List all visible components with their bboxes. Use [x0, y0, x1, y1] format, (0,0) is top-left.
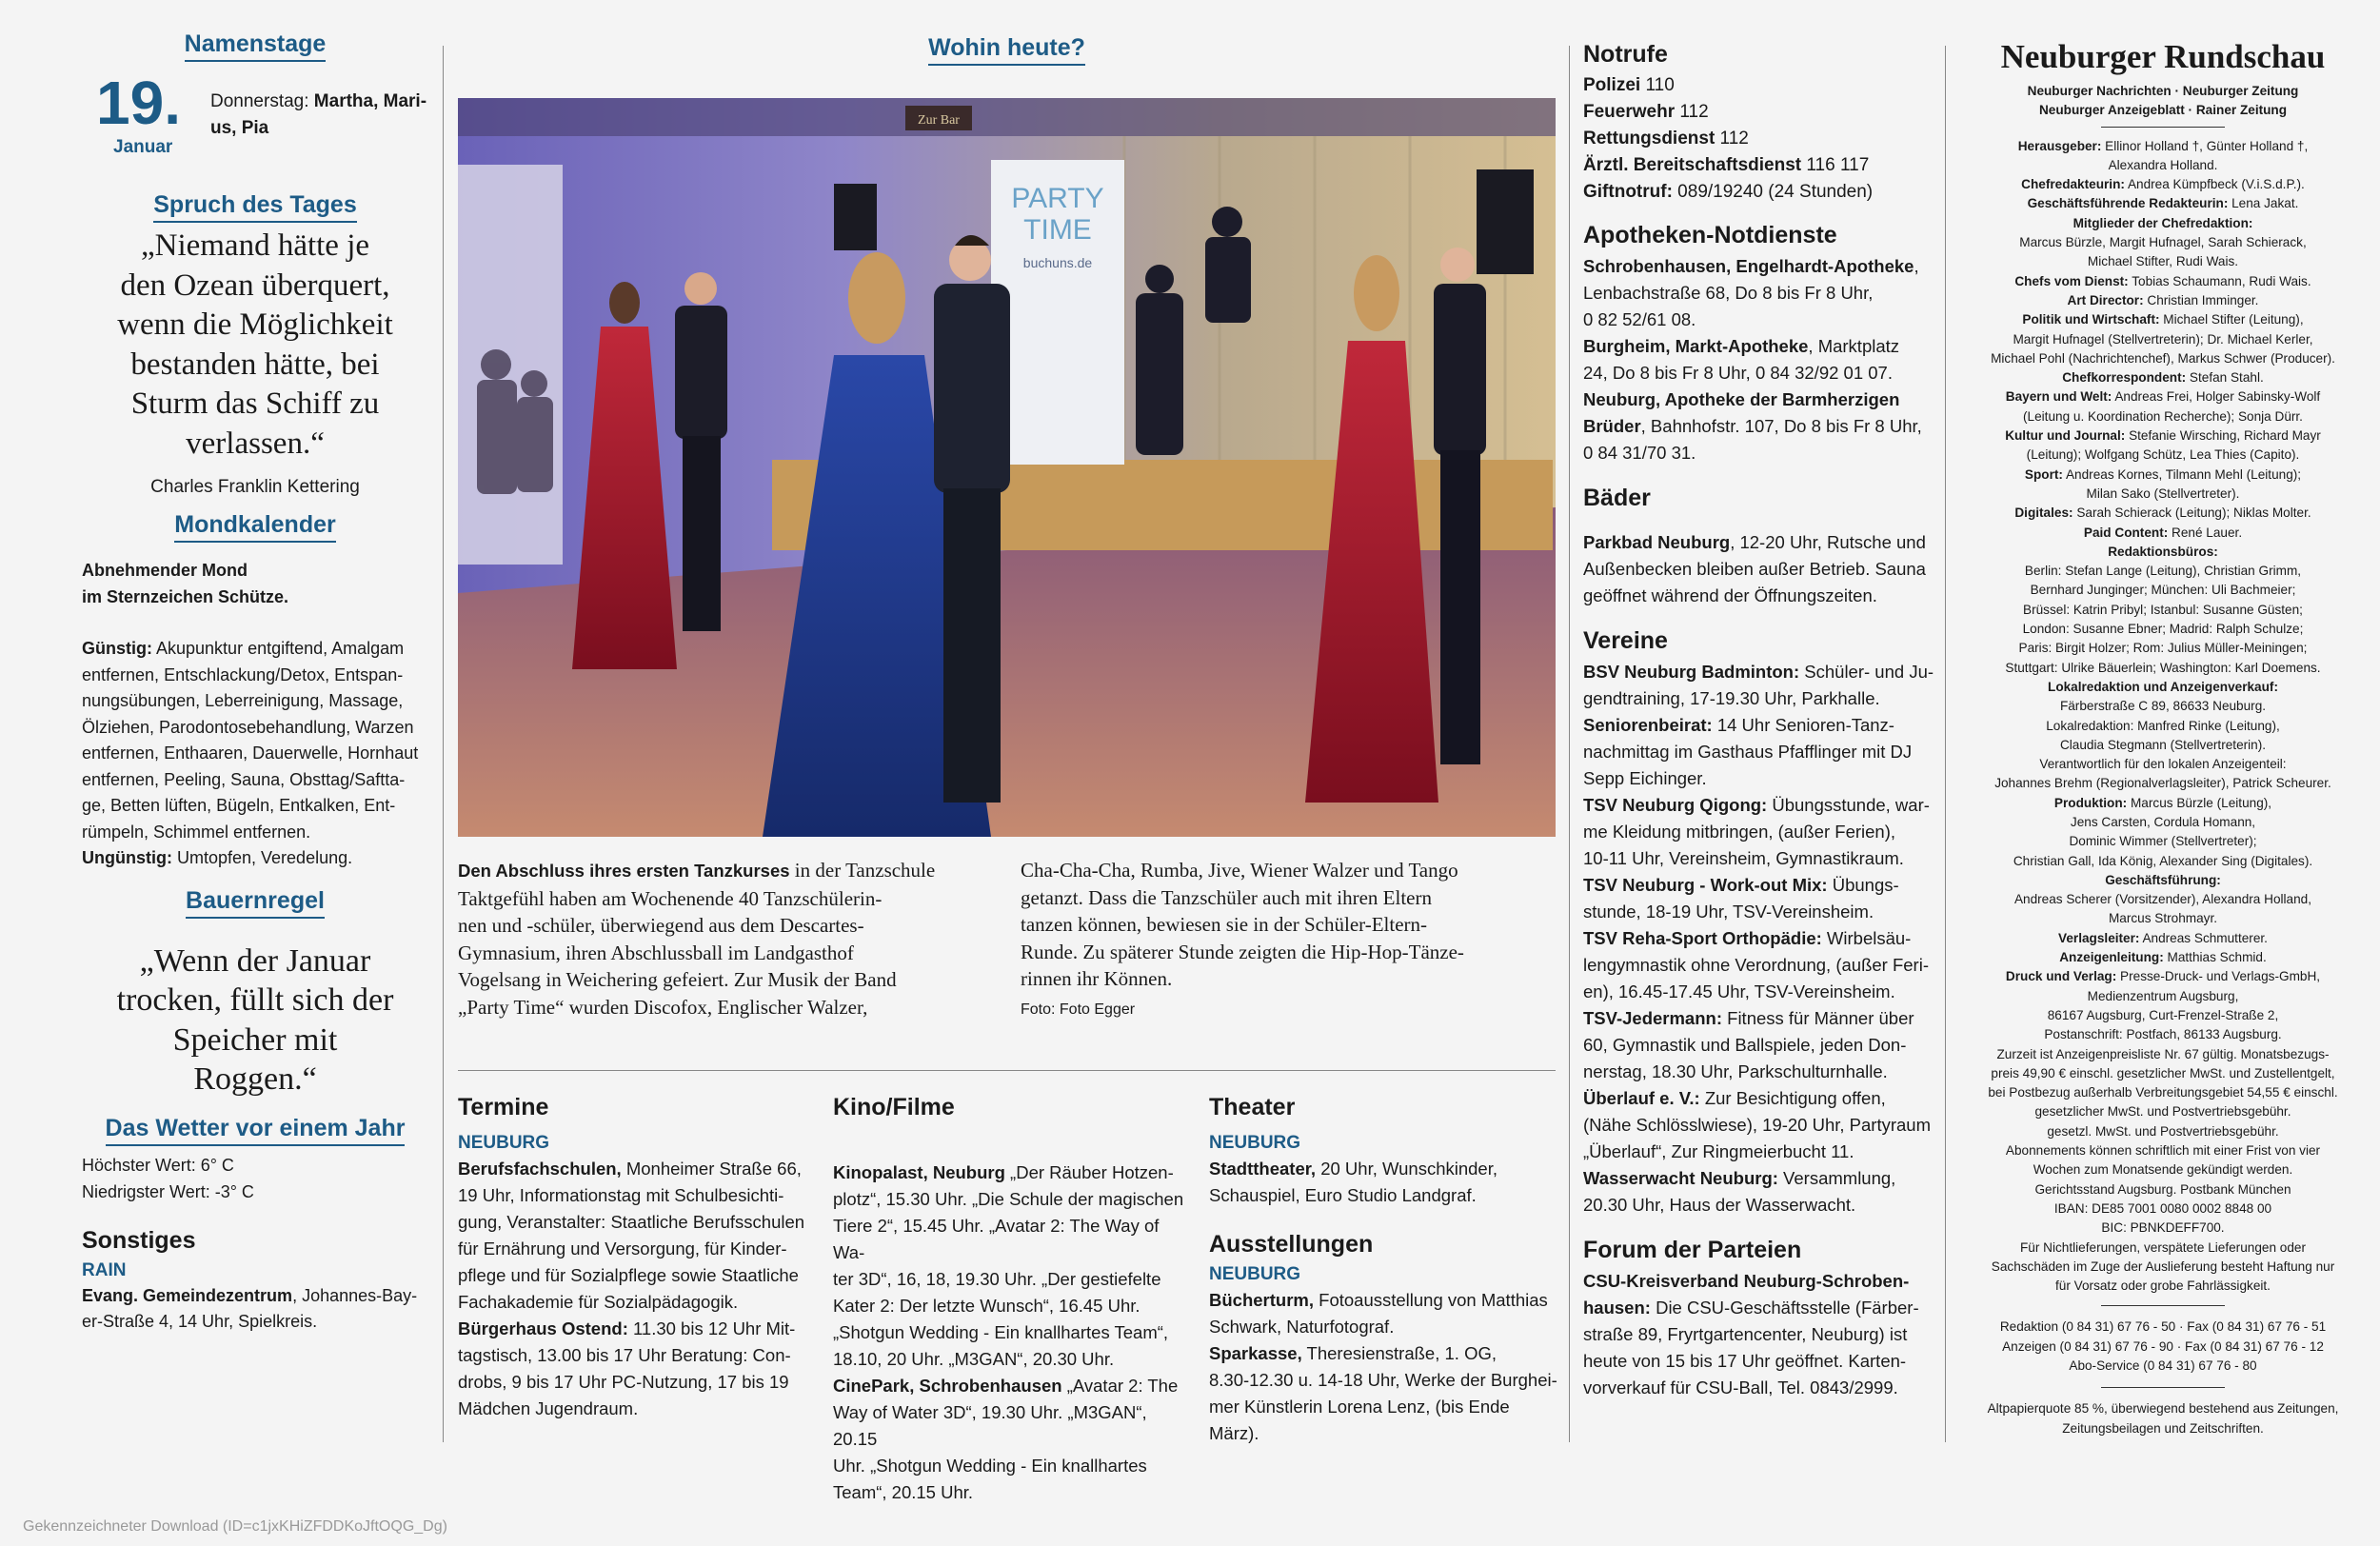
wetter-heading: Das Wetter vor einem Jahr [82, 1115, 428, 1142]
text-line: Milan Sako (Stellvertreter). [2086, 486, 2240, 501]
text-line: für Vorsatz oder grobe Fahrlässigkeit. [2055, 1278, 2271, 1294]
text-line: (Leitung u. Koordination Recherche); Sonja Dürr. [2023, 408, 2303, 424]
text-line: TSV Neuburg Qigong: Übungsstunde, war- [1583, 795, 1930, 815]
impressum-contacts: Redaktion (0 84 31) 67 76 - 50 · Fax (0 84 31) 67 76 - 51 Anzeigen (0 84 31) 67 76 - 90 · Fax (0 84 31) 67 76 - 12 Abo-Service (0 84 31) 67 76 - 80 [1999, 1319, 2327, 1373]
forum-heading: Forum der Parteien [1583, 1237, 1802, 1263]
text-line: en), 16.45-17.45 Uhr, TSV-Vereinsheim. [1583, 981, 1895, 1001]
text-line: (Leitung); Wolfgang Schütz, Lea Thies (Capito). [2026, 447, 2300, 463]
spruch-author: Charles Franklin Kettering [150, 477, 360, 497]
text-line: Brüder, Bahnhofstr. 107, Do 8 bis Fr 8 Uhr, [1583, 416, 1922, 436]
text-line: Brüssel: Katrin Pribyl; Istanbul: Susanne Güsten; [2023, 602, 2303, 617]
text-line: gendtraining, 17-19.30 Uhr, Parkhalle. [1583, 688, 1880, 708]
impressum-divider [2101, 1387, 2225, 1388]
namenstage-heading: Namenstage [82, 30, 428, 58]
text-line: Uhr. „Shotgun Wedding - Ein knallhartes [833, 1456, 1147, 1476]
impressum-footer: Altpapierquote 85 %, überwiegend bestehend aus Zeitungen, Zeitungsbeilagen und Zeitschriften. [1987, 1401, 2339, 1436]
text-line: Sepp Eichinger. [1583, 768, 1707, 788]
text-line: Bernhard Junginger; München: Uli Bachmeier; [2030, 583, 2296, 598]
text-line: heute von 15 bis 17 Uhr geöffnet. Karten- [1583, 1351, 1907, 1371]
ausstellungen-place: NEUBURG [1209, 1264, 1301, 1284]
service-column [1583, 40, 1937, 1401]
impressum-lines [1957, 137, 2369, 1297]
spruch-heading: Spruch des Tages [82, 191, 428, 219]
text-line: „Überlauf“, Zur Ringmeierbucht 11. [1583, 1141, 1854, 1161]
text-line: 18.10, 20 Uhr. „M3GAN“, 20.30 Uhr. [833, 1349, 1115, 1369]
text-line: London: Susanne Ebner; Madrid: Ralph Schulze; [2022, 622, 2304, 637]
mond-text: Abnehmender Mond im Sternzeichen Schütze. Günstig: Akupunktur entgiftend, Amalgam entfernen, Entschlackung/Detox, Entspan- nungsübungen, Leberreinigung, Massage, Ölziehen, Parodontosebehandlung, Warzen entfernen, Enthaaren, Dauerwelle, Hornhaut entfernen, Peeling, Sauna, Obsttag/Saftta- ge, Betten lüften, Bügeln, Entkalken, Ent- rümpeln, Schimmel entfernen. Ungünstig: Umtopfen, Veredelung. [82, 561, 419, 867]
impressum-divider [2101, 127, 2225, 128]
text-line: Medienzentrum Augsburg, [2087, 988, 2239, 1003]
text-line: Team“, 20.15 Uhr. [833, 1482, 974, 1502]
text-line: Dominic Wimmer (Stellvertreter); [2069, 834, 2257, 849]
apotheken-lines [1583, 253, 1937, 466]
text-line: Andreas Scherer (Vorsitzender), Alexandra Holland, [2013, 892, 2312, 907]
theater-lines [1209, 1156, 1563, 1209]
text-line: Marcus Bürzle, Margit Hufnagel, Sarah Schierack, [2019, 235, 2307, 250]
text-line: pflege und für Sozialpflege sowie Staatliche [458, 1265, 799, 1285]
text-line: nachmittag im Gasthaus Pfafflinger mit DJ [1583, 742, 1913, 762]
text-line: Sport: Andreas Kornes, Tilmann Mehl (Leitung); [2024, 466, 2302, 482]
text-line: Schwark, Naturfotograf. [1209, 1317, 1395, 1337]
text-line: Stuttgart: Ulrike Bäuerlein; Washington: Karl Doemens. [2005, 660, 2321, 675]
text-line: Art Director: Christian Imminger. [2067, 292, 2259, 307]
ausstellungen-lines [1209, 1287, 1563, 1447]
text-line: Feuerwehr 112 [1583, 102, 1709, 122]
baeder-lines [1583, 529, 1937, 609]
text-line: lengymnastik ohne Verordnung, (außer Feri- [1583, 955, 1929, 975]
text-line: Abonnements können schriftlich mit einer Frist von vier [2005, 1143, 2321, 1159]
text-line: Rettungsdienst 112 [1583, 129, 1749, 149]
text-line: hausen: Die CSU-Geschäftsstelle (Färber- [1583, 1298, 1919, 1318]
ausstellungen-heading: Ausstellungen [1209, 1231, 1374, 1258]
masthead: Neuburger Rundschau [2000, 38, 2326, 75]
text-line: Fachakademie für Sozialpädagogik. [458, 1292, 739, 1312]
wetter-text: Höchster Wert: 6° C Niedrigster Wert: -3° C [82, 1155, 254, 1201]
text-line: Tiere 2“, 15.45 Uhr. „Avatar 2: The Way of Wa- [833, 1216, 1160, 1262]
text-line: Anzeigenleitung: Matthias Schmid. [2059, 950, 2267, 965]
text-line: Schauspiel, Euro Studio Landgraf. [1209, 1185, 1477, 1205]
text-line: TSV Reha-Sport Orthopädie: Wirbelsäu- [1583, 928, 1912, 948]
kino-lines [833, 1160, 1187, 1506]
bauernregel-heading: Bauernregel [82, 887, 428, 915]
text-line: Berlin: Stefan Lange (Leitung), Christian Grimm, [2024, 564, 2302, 579]
notrufe-heading: Notrufe [1583, 41, 1668, 68]
text-line: Bürgerhaus Ostend: 11.30 bis 12 Uhr Mit- [458, 1318, 796, 1338]
text-line: Redaktionsbüros: [2108, 544, 2218, 559]
text-line: Way of Water 3D“, 19.30 Uhr. „M3GAN“, 20.15 [833, 1402, 1147, 1449]
text-line: BIC: PBNKDEFF700. [2101, 1220, 2225, 1236]
text-line: Margit Hufnagel (Stellvertreterin); Dr. Michael Kerler, [2013, 331, 2313, 347]
text-line: Marcus Strohmayr. [2108, 911, 2218, 926]
kino-heading: Kino/Filme [833, 1094, 955, 1120]
text-line: 10-11 Uhr, Vereinsheim, Gymnastikraum. [1583, 848, 1904, 868]
date-month: Januar [113, 137, 173, 157]
spruch-quote: „Niemand hätte je den Ozean überquert, wenn die Möglichkeit bestanden hätte, bei Sturm das Schiff zu verlassen.“ [117, 228, 393, 461]
text-line: Kultur und Journal: Stefanie Wirsching, Richard Mayr [2005, 428, 2321, 444]
text-line: TSV Neuburg - Work-out Mix: Übungs- [1583, 875, 1899, 895]
text-line: Chefs vom Dienst: Tobias Schaumann, Rudi Wais. [2014, 273, 2311, 288]
text-line: Wasserwacht Neuburg: Versammlung, [1583, 1168, 1896, 1188]
text-line: Mädchen Jugendraum. [458, 1398, 639, 1418]
text-line: bei Postbezug außerhalb Verbreitungsgebiet 54,55 € einschl. [1988, 1085, 2338, 1100]
photo-speaker [834, 184, 877, 250]
text-line: Druck und Verlag: Presse-Druck- und Verlags-GmbH, [2005, 969, 2321, 984]
sonstiges-text: RAIN Evang. Gemeindezentrum, Johannes-Bay- er-Straße 4, 14 Uhr, Spielkreis. [82, 1259, 418, 1331]
text-line: Parkbad Neuburg, 12-20 Uhr, Rutsche und [1583, 532, 1926, 552]
text-line: 20.30 Uhr, Haus der Wasserwacht. [1583, 1195, 1856, 1215]
text-line: Verantwortlich für den lokalen Anzeigenteil: [2039, 757, 2287, 772]
text-line: Michael Stifter, Rudi Wais. [2087, 254, 2239, 269]
date-day: 19. [96, 69, 181, 137]
text-line: Kinopalast, Neuburg „Der Räuber Hotzen- [833, 1162, 1174, 1182]
text-line: Schrobenhausen, Engelhardt-Apotheke, [1583, 256, 1919, 276]
text-line: tagstisch, 13.00 bis 17 Uhr Beratung: Con- [458, 1345, 791, 1365]
text-line: Paris: Birgit Holzer; Rom: Julius Müller-Meiningen; [2018, 641, 2308, 656]
text-line: Verlagsleiter: Andreas Schmutterer. [2058, 930, 2268, 945]
bauernregel-quote: „Wenn der Januar trocken, füllt sich der Speicher mit Roggen.“ [116, 942, 394, 1097]
text-line: Johannes Brehm (Regionalverlagsleiter), Patrick Scheurer. [1994, 776, 2331, 791]
termine-lines [458, 1156, 812, 1422]
text-line: Geschäftsführung: [2105, 872, 2221, 887]
text-line: Sachschäden im Zuge der Auslieferung besteht Haftung nur [1991, 1259, 2335, 1274]
termine-heading: Termine [458, 1094, 549, 1120]
text-line: CSU-Kreisverband Neuburg-Schroben- [1583, 1271, 1910, 1291]
text-line: IBAN: DE85 7001 0080 0002 8848 00 [2053, 1200, 2272, 1216]
text-line: Lokalredaktion und Anzeigenverkauf: [2048, 679, 2278, 694]
text-line: 0 82 52/61 08. [1583, 309, 1696, 329]
text-line: Herausgeber: Ellinor Holland †, Günter Holland †, [2017, 138, 2309, 153]
text-line: geöffnet während der Öffnungszeiten. [1583, 585, 1877, 605]
text-line: drobs, 9 bis 17 Uhr PC-Nutzung, 17 bis 19 [458, 1372, 789, 1392]
text-line: Digitales: Sarah Schierack (Leitung); Niklas Molter. [2014, 505, 2311, 521]
text-line: BSV Neuburg Badminton: Schüler- und Ju- [1583, 662, 1934, 682]
column-divider [1569, 46, 1570, 1442]
text-line: gung, Veranstalter: Staatliche Berufsschulen [458, 1212, 805, 1232]
termine-place: NEUBURG [458, 1133, 550, 1153]
text-line: Kater 2: Der letzte Wunsch“, 16.45 Uhr. [833, 1296, 1140, 1316]
text-line: mer Künstlerin Lorena Lenz, (bis Ende März). [1209, 1397, 1510, 1443]
photo-caption-col2: Cha-Cha-Cha, Rumba, Jive, Wiener Walzer und Tango getanzt. Dass die Tanzschüler auch mit ihren Eltern tanzen können, bewiesen sie in der Schüler-Eltern- Runde. Zu späterer Stunde zeigten die Hip-Hop-Tänze- rinnen ihr Können. Foto: Foto Egger [1021, 857, 1556, 1023]
photo-speaker [1477, 169, 1534, 274]
text-line: Außenbecken bleiben außer Betrieb. Sauna [1583, 559, 1926, 579]
column-divider [1945, 46, 1946, 1442]
text-line: Wochen zum Monatsende gekündigt werden. [2033, 1162, 2293, 1178]
left-column [82, 30, 428, 1335]
text-line: Gerichtsstand Augsburg. Postbank München [2034, 1181, 2291, 1197]
theater-section [1209, 1093, 1563, 1447]
text-line: Chefredakteurin: Andrea Kümpfbeck (V.i.S.d.P.). [2021, 177, 2305, 192]
text-line: Claudia Stegmann (Stellvertreterin). [2059, 737, 2267, 752]
text-line: Jens Carsten, Cordula Homann, [2070, 814, 2256, 829]
text-line: 24, Do 8 bis Fr 8 Uhr, 0 84 32/92 01 07. [1583, 363, 1893, 383]
text-line: preis 49,90 € einschl. gesetzlicher MwSt. und Zustellentgelt, [1991, 1065, 2335, 1080]
text-line: Sparkasse, Theresienstraße, 1. OG, [1209, 1343, 1497, 1363]
text-line: Burgheim, Markt-Apotheke, Marktplatz [1583, 336, 1900, 356]
text-line: CinePark, Schrobenhausen „Avatar 2: The [833, 1376, 1179, 1396]
text-line: Chefkorrespondent: Stefan Stahl. [2062, 370, 2264, 386]
text-line: Überlauf e. V.: Zur Besichtigung offen, [1583, 1088, 1886, 1108]
photo-caption-col1: Den Abschluss ihres ersten Tanzkurses in der Tanzschule Taktgefühl haben am Wochenende 40 Tanzschülerin- nen und -schüler, überwiegend aus dem Descartes- Gymnasium, ihren Abschlussball im Landgasthof Vogelsang in Weichering gefeiert. Zur Musik der Band „Party Time“ wurden Discofox, Englischer Walzer, [458, 859, 936, 1019]
text-line: 60, Gymnastik und Ballspiele, jeden Don- [1583, 1035, 1907, 1055]
text-line: Neuburg, Apotheke der Barmherzigen [1583, 389, 1900, 409]
text-line: für Ernährung und Versorgung, für Kinder- [458, 1239, 787, 1259]
vereine-heading: Vereine [1583, 627, 1668, 654]
text-line: Bücherturm, Fotoausstellung von Matthias [1209, 1290, 1548, 1310]
sonstiges-heading: Sonstiges [82, 1226, 196, 1254]
vereine-lines [1583, 659, 1937, 1219]
text-line: Zurzeit ist Anzeigenpreisliste Nr. 67 gültig. Monatsbezugs- [1996, 1046, 2330, 1061]
masthead-subtitle: Neuburger Nachrichten · Neuburger Zeitung Neuburger Anzeigeblatt · Rainer Zeitung [2027, 84, 2299, 118]
text-line: 86167 Augsburg, Curt-Frenzel-Straße 2, [2047, 1007, 2279, 1022]
text-line: Lenbachstraße 68, Do 8 bis Fr 8 Uhr, [1583, 283, 1874, 303]
text-line: (Nähe Schlösslwiese), 19-20 Uhr, Partyraum [1583, 1115, 1932, 1135]
apotheken-heading: Apotheken-Notdienste [1583, 222, 1837, 248]
photo-banner-url: buchuns.de [1022, 255, 1093, 270]
dance-photo [458, 98, 1556, 837]
text-line: Michael Pohl (Nachrichtenchef), Markus Schwer (Producer). [1991, 350, 2335, 366]
termine-section [458, 1093, 812, 1422]
section-divider [458, 1070, 1556, 1071]
text-line: Geschäftsführende Redakteurin: Lena Jakat. [2027, 196, 2299, 211]
wohin-heute-heading: Wohin heute? [458, 34, 1556, 62]
text-line: Paid Content: René Lauer. [2083, 525, 2243, 540]
text-line: Lokalredaktion: Manfred Rinke (Leitung), [2046, 718, 2280, 733]
text-line: 0 84 31/70 31. [1583, 443, 1696, 463]
text-line: nerstag, 18.30 Uhr, Parkschulturnhalle. [1583, 1061, 1888, 1081]
text-line: Bayern und Welt: Andreas Frei, Holger Sabinsky-Wolf [2005, 389, 2321, 405]
text-line: TSV-Jedermann: Fitness für Männer über [1583, 1008, 1914, 1028]
kino-section [833, 1093, 1187, 1506]
text-line: Polizei 110 [1583, 75, 1675, 95]
text-line: Mitglieder der Chefredaktion: [2073, 215, 2253, 230]
text-line: vorverkauf für CSU-Ball, Tel. 0843/2999. [1583, 1378, 1898, 1397]
text-line: Alexandra Holland. [2108, 157, 2218, 172]
photo-credit: Foto: Foto Egger [1021, 1001, 1136, 1018]
baeder-heading: Bäder [1583, 485, 1651, 511]
namenstage-block [82, 69, 428, 168]
text-line: Für Nichtlieferungen, verspätete Lieferungen oder [2020, 1239, 2306, 1255]
text-line: straße 89, Fryrtgartencenter, Neuburg) ist [1583, 1324, 1908, 1344]
photo-banner-line1: PARTY [1011, 183, 1104, 214]
theater-place: NEUBURG [1209, 1133, 1301, 1153]
text-line: „Shotgun Wedding - Ein knallhartes Team“, [833, 1322, 1169, 1342]
text-line: plotz“, 15.30 Uhr. „Die Schule der magischen [833, 1189, 1184, 1209]
column-divider [443, 46, 444, 1442]
text-line: 8.30-12.30 u. 14-18 Uhr, Werke der Burghei- [1209, 1370, 1557, 1390]
forum-lines [1583, 1268, 1937, 1401]
theater-heading: Theater [1209, 1094, 1296, 1120]
text-line: Christian Gall, Ida König, Alexander Sing (Digitales). [2013, 853, 2313, 868]
photo-bar-sign-text: Zur Bar [918, 113, 960, 128]
text-line: ter 3D“, 16, 18, 19.30 Uhr. „Der gestiefelte [833, 1269, 1161, 1289]
text-line: Politik und Wirtschaft: Michael Stifter (Leitung), [2022, 312, 2304, 327]
text-line: gesetzlicher MwSt. und Postvertriebsgebühr. [2034, 1104, 2291, 1120]
mond-heading: Mondkalender [82, 511, 428, 539]
text-line: Seniorenbeirat: 14 Uhr Senioren-Tanz- [1583, 715, 1894, 735]
text-line: Postanschrift: Postfach, 86133 Augsburg. [2044, 1027, 2282, 1042]
text-line: Berufsfachschulen, Monheimer Straße 66, [458, 1159, 802, 1179]
photo-banner-line2: TIME [1023, 214, 1092, 246]
text-line: Produktion: Marcus Bürzle (Leitung), [2053, 795, 2272, 810]
text-line: me Kleidung mitbringen, (außer Ferien), [1583, 822, 1896, 842]
impressum-column [1957, 34, 2369, 1438]
text-line: Stadttheater, 20 Uhr, Wunschkinder, [1209, 1159, 1497, 1179]
download-watermark: Gekennzeichneter Download (ID=c1jxKHiZFDDKoJftOQG_Dg) [23, 1518, 447, 1535]
text-line: Färberstraße C 89, 86633 Neuburg. [2059, 699, 2267, 714]
names-of-day: Donnerstag: Martha, Mari- us, Pia [210, 91, 427, 138]
impressum-divider [2101, 1305, 2225, 1306]
text-line: Ärztl. Bereitschaftsdienst 116 117 [1583, 155, 1870, 175]
text-line: gesetzl. MwSt. und Postvertriebsgebühr. [2047, 1123, 2279, 1139]
text-line: stunde, 18-19 Uhr, TSV-Vereinsheim. [1583, 902, 1874, 922]
text-line: 19 Uhr, Informationstag mit Schulbesichti- [458, 1185, 784, 1205]
text-line: Giftnotruf: 089/19240 (24 Stunden) [1583, 182, 1874, 202]
notrufe-lines [1583, 72, 1937, 206]
